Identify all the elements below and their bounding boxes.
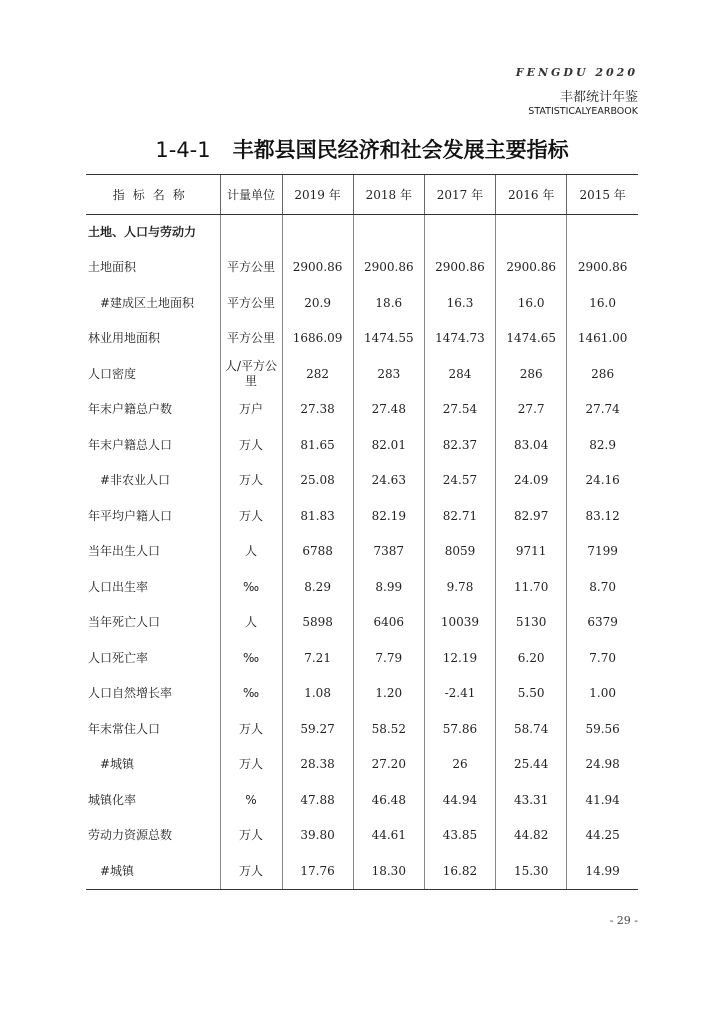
unit-cell: 万人 [220,499,282,535]
value-cell: 2900.86 [282,250,353,286]
value-cell: 27.20 [353,747,424,783]
table-row [86,641,638,677]
indicator-name: 人口密度 [88,366,137,381]
value-cell: 25.44 [496,747,567,783]
value-cell: 57.86 [424,712,495,748]
table-row [86,215,638,251]
value-cell: 20.9 [282,286,353,322]
value-cell: 1686.09 [282,321,353,357]
table-number: 1-4-1 [155,138,211,162]
value-cell: 9711 [496,534,567,570]
table-row [86,854,638,890]
unit-cell: 平方公里 [220,321,282,357]
value-cell: 5130 [496,605,567,641]
indicator-name: 人口死亡率 [88,650,149,665]
value-cell: 1.00 [567,676,638,712]
table-title: 丰都县国民经济和社会发展主要指标 [232,138,569,162]
table-row [86,250,638,286]
value-cell: 82.71 [424,499,495,535]
yearbook-subtitle: STATISTICALYEARBOOK [528,106,638,117]
value-cell: 83.12 [567,499,638,535]
value-cell: 6379 [567,605,638,641]
value-cell: 82.01 [353,428,424,464]
value-cell: 282 [282,357,353,393]
header-year-2017: 2017 年 [424,175,495,215]
value-cell: 1474.55 [353,321,424,357]
value-cell: 24.57 [424,463,495,499]
value-cell: 82.19 [353,499,424,535]
table-row [86,357,638,393]
indicator-name: 城镇化率 [88,792,137,807]
unit-cell: 万户 [220,392,282,428]
table-row [86,747,638,783]
unit-cell: ‰ [220,676,282,712]
indicator-name: #城镇 [86,854,220,890]
value-cell: 15.30 [496,854,567,890]
value-cell: 83.04 [496,428,567,464]
value-cell: 11.70 [496,570,567,606]
value-cell: 1474.65 [496,321,567,357]
indicator-name: 年末户籍总户数 [88,402,173,417]
value-cell: 44.25 [567,818,638,854]
value-cell: 286 [496,357,567,393]
indicator-name: 当年出生人口 [88,544,161,559]
value-cell: 47.88 [282,783,353,819]
table-row [86,783,638,819]
value-cell: 5898 [282,605,353,641]
value-cell: 41.94 [567,783,638,819]
value-cell: 12.19 [424,641,495,677]
table-row [86,463,638,499]
value-cell: 283 [353,357,424,393]
indicator-name: #城镇 [100,757,135,772]
value-cell: 16.0 [496,286,567,322]
yearbook-english-title: FENGDU 2020 [515,66,638,79]
value-cell: 59.27 [282,712,353,748]
value-cell: 46.48 [353,783,424,819]
table-row [86,712,638,748]
value-cell: 1.08 [282,676,353,712]
value-cell: 25.08 [282,463,353,499]
unit-cell: ‰ [220,570,282,606]
unit-cell: 平方公里 [220,286,282,322]
value-cell: 2900.86 [496,250,567,286]
value-cell: 286 [567,357,638,393]
value-cell: 6788 [282,534,353,570]
indicator-name: 劳动力资源总数 [88,828,173,843]
value-cell: 17.76 [282,854,353,890]
unit-cell: 人 [220,605,282,641]
unit-cell: 万人 [220,428,282,464]
value-cell: 44.61 [353,818,424,854]
table-row [86,605,638,641]
value-cell: 43.85 [424,818,495,854]
value-cell: 82.97 [496,499,567,535]
value-cell: 5.50 [496,676,567,712]
indicator-name: 土地、人口与劳动力 [88,225,197,239]
unit-cell [220,215,282,251]
table-row [86,570,638,606]
value-cell: 58.74 [496,712,567,748]
indicator-name: #非农业人口 [100,473,171,488]
unit-cell: 人 [220,534,282,570]
header-year-2018: 2018 年 [353,175,424,215]
value-cell: 7.79 [353,641,424,677]
value-cell: 59.56 [567,712,638,748]
value-cell [496,215,567,251]
table-row [86,676,638,712]
value-cell: 6.20 [496,641,567,677]
value-cell: 7.70 [567,641,638,677]
value-cell: 43.31 [496,783,567,819]
page-number: - 29 - [609,914,638,927]
table-row [86,499,638,535]
value-cell: 26 [424,747,495,783]
table-header-row [86,175,638,215]
value-cell: 7387 [353,534,424,570]
unit-cell: 万人 [220,818,282,854]
value-cell: 18.30 [353,854,424,890]
unit-cell: 万人 [220,747,282,783]
value-cell: 24.09 [496,463,567,499]
value-cell: 7.21 [282,641,353,677]
value-cell [424,215,495,251]
header-unit: 计量单位 [220,175,282,215]
indicator-name: 年末常住人口 [88,721,161,736]
yearbook-chinese-title: 丰都统计年鉴 [559,90,638,105]
value-cell: 2900.86 [567,250,638,286]
value-cell: 24.16 [567,463,638,499]
unit-cell: % [220,783,282,819]
indicator-name: #建成区土地面积 [100,295,195,310]
value-cell: 10039 [424,605,495,641]
value-cell: 8.70 [567,570,638,606]
value-cell: 39.80 [282,818,353,854]
unit-cell: 人/平方公里 [220,357,282,393]
value-cell: 28.38 [282,747,353,783]
indicators-table [86,174,638,890]
value-cell [567,215,638,251]
value-cell: 6406 [353,605,424,641]
page-title [0,134,724,164]
unit-cell: 万人 [220,854,282,890]
value-cell: 27.7 [496,392,567,428]
value-cell: 81.65 [282,428,353,464]
header-year-2015: 2015 年 [567,175,638,215]
value-cell: 27.38 [282,392,353,428]
value-cell: 18.6 [353,286,424,322]
value-cell: 7199 [567,534,638,570]
value-cell: 24.63 [353,463,424,499]
value-cell: 2900.86 [353,250,424,286]
header-year-2016: 2016 年 [496,175,567,215]
indicator-name: 人口出生率 [88,579,149,594]
table-row [86,818,638,854]
value-cell: 27.48 [353,392,424,428]
unit-cell: 平方公里 [220,250,282,286]
value-cell: 44.94 [424,783,495,819]
value-cell: 2900.86 [424,250,495,286]
indicator-name: 林业用地面积 [88,331,161,346]
indicator-name: 土地面积 [88,260,137,275]
unit-cell: 万人 [220,712,282,748]
value-cell: 9.78 [424,570,495,606]
value-cell: 27.54 [424,392,495,428]
value-cell: 8.99 [353,570,424,606]
indicator-name: 人口自然增长率 [88,686,173,701]
indicator-name: 当年死亡人口 [88,615,161,630]
table-row [86,321,638,357]
header-indicator-name: 指标名称 [86,175,220,215]
value-cell: 24.98 [567,747,638,783]
value-cell: 8059 [424,534,495,570]
table-row [86,392,638,428]
value-cell [282,215,353,251]
indicator-name: 年平均户籍人口 [88,508,173,523]
value-cell: 284 [424,357,495,393]
value-cell: 1474.73 [424,321,495,357]
value-cell: 16.3 [424,286,495,322]
value-cell: 16.82 [424,854,495,890]
value-cell: 44.82 [496,818,567,854]
value-cell: -2.41 [424,676,495,712]
table-row [86,428,638,464]
value-cell [353,215,424,251]
indicator-name: 年末户籍总人口 [88,437,173,452]
value-cell: 27.74 [567,392,638,428]
value-cell: 14.99 [567,854,638,890]
value-cell: 82.37 [424,428,495,464]
value-cell: 81.83 [282,499,353,535]
header-year-2019: 2019 年 [282,175,353,215]
table-row [86,534,638,570]
value-cell: 1.20 [353,676,424,712]
unit-cell: 万人 [220,463,282,499]
value-cell: 16.0 [567,286,638,322]
value-cell: 82.9 [567,428,638,464]
value-cell: 8.29 [282,570,353,606]
table-row [86,286,638,322]
value-cell: 1461.00 [567,321,638,357]
value-cell: 58.52 [353,712,424,748]
unit-cell: ‰ [220,641,282,677]
